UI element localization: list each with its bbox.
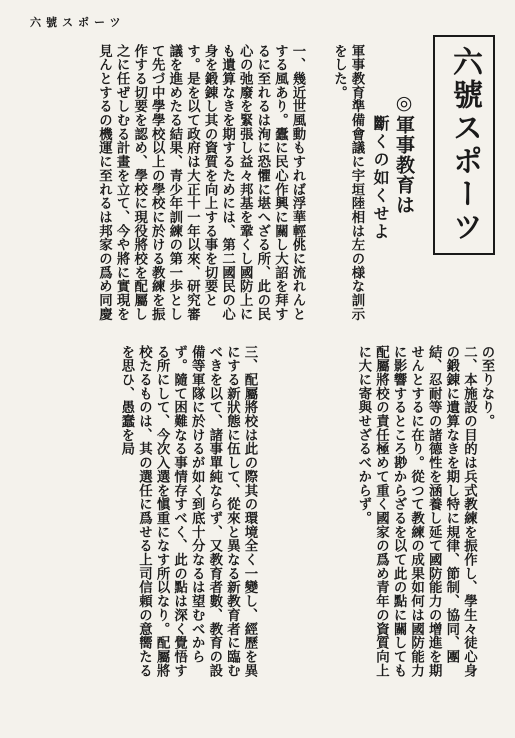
item3-text [20, 345, 258, 681]
title-box [433, 35, 495, 255]
item3-paragraph: 三、配屬將校は此の際其の環境全く一變し、經歷を異にする新狀態に伍して、從來と異なる新教育者に臨むべきを以て、諸事單純ならず、又教育者數、教育の設備等軍隊に於けるが如く到底十分なるは望むべからず。隨て困難なる事情存すべく、此の點は深く覺悟する所にして、今次入選を愼重になす所以なり。配屬將校たるものは、其の選任に爲せる上司信頼の意嚮たるを思ひ、愚蠢を局 [118, 345, 258, 678]
intro-paragraph: 軍事教育準備會議に宇垣陸相は左の様な訓示をした。 [331, 44, 365, 321]
running-header: 六號スポーツ [30, 16, 126, 29]
section-heading: ◎軍事教育は [393, 92, 415, 215]
intro-text [309, 44, 365, 331]
item1-paragraph: 一、幾近世風動もすれば浮華輕佻に流れんとする風あり。蠹に民心作興に關し大詔を拜するに至れるは洵に恐懼に堪へざる所、此の民心の弛廢を緊張し益々邦基を鞏くし國防上にも遺算なきを期するためには、第二國民の心身を鍛錬し其の資質を向上する事を切要とす。是を以て政府は大正十一年以來、研究審議を進めたる結果、青少年訓練の第一歩として先づ中學學校以上の學校に於ける教練を振作する切要を認め、學校に現役將校を配屬し之に任ぜしむる計畫を立て、今や將に實現を見んとするの機運に至れるは邦家の爲め同慶 [96, 44, 306, 321]
section-subheading: 斷くの如くせよ [371, 115, 390, 241]
item2-paragraph: 二、本施設の目的は兵式教練を振作し、學生々徒心身の鍛錬に遺算なきを期し特に規律、節制、協同、團結、忍耐等の諸德性を涵養し延て國防能力の增進を期せんとするに在り。從つて教練の成果如何は國防能力に影響するところ尠からざるを以て此の點に關しても配屬將校の責任極めて重く國家の爲め青年の資質向上に大に寄與せざるべからず。 [355, 345, 478, 678]
item2-text [262, 345, 495, 681]
item1-end: の至りなり。 [479, 345, 495, 429]
page-title: 六號スポーツ [447, 46, 482, 244]
item1-text [20, 44, 306, 331]
